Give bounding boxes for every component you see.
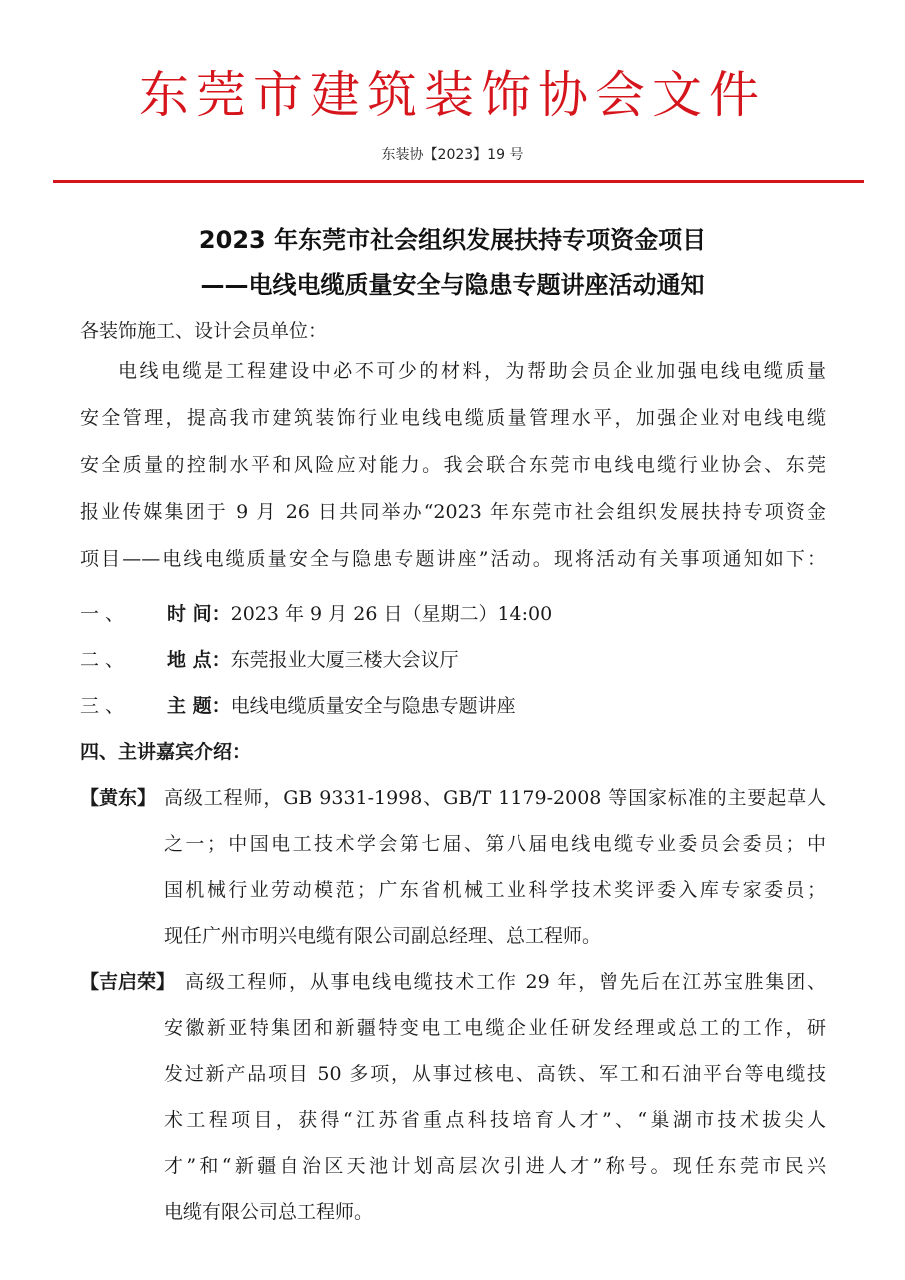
speakers-heading: 四、主讲嘉宾介绍： bbox=[80, 741, 252, 763]
speaker-bio-line: 国机械行业劳动模范；广东省机械工业科学技术奖评委入库专家委员； bbox=[164, 879, 826, 901]
speaker-bio-line: 才”和“新疆自治区天池计划高层次引进人才”称号。现任东莞市民兴 bbox=[164, 1155, 826, 1177]
speaker-bio-line: 高级工程师，GB 9331-1998、GB/T 1179-2008 等国家标准的主要起草人 bbox=[164, 787, 826, 809]
item-number: 一 、 bbox=[80, 603, 125, 625]
org-header: 东莞市建筑装饰协会文件 bbox=[139, 66, 766, 124]
item-value: 2023 年 9 月 26 日（星期二）14:00 bbox=[230, 603, 553, 625]
item-topic bbox=[80, 693, 516, 719]
red-divider bbox=[53, 180, 864, 183]
item-location bbox=[80, 647, 459, 673]
notice-title-line-2: ——电线电缆质量安全与隐患专题讲座活动通知 bbox=[200, 271, 705, 299]
item-time bbox=[80, 601, 552, 627]
speaker-bio-line: 高级工程师，从事电线电缆技术工作 29 年，曾先后在江苏宝胜集团、 bbox=[185, 971, 826, 993]
intro-line: 安全质量的控制水平和风险应对能力。我会联合东莞市电线电缆行业协会、东莞 bbox=[80, 454, 826, 476]
item-label: 时 间： bbox=[167, 603, 231, 625]
notice-title-line-1: 2023 年东莞市社会组织发展扶持专项资金项目 bbox=[198, 226, 707, 254]
intro-line: 电线电缆是工程建设中必不可少的材料，为帮助会员企业加强电线电缆质量 bbox=[118, 360, 826, 382]
speaker-bio-line: 之一；中国电工技术学会第七届、第八届电线电缆专业委员会委员；中 bbox=[164, 833, 826, 855]
speaker-bio-line: 电缆有限公司总工程师。 bbox=[164, 1201, 374, 1223]
document-number: 东装协【2023】19 号 bbox=[381, 147, 524, 163]
intro-line: 报业传媒集团于 9 月 26 日共同举办“2023 年东莞市社会组织发展扶持专项资金 bbox=[80, 501, 826, 523]
speaker-bio-line: 安徽新亚特集团和新疆特变电工电缆企业任研发经理或总工的工作，研 bbox=[164, 1017, 826, 1039]
item-number: 二 、 bbox=[80, 649, 125, 671]
item-label: 主 题： bbox=[167, 695, 231, 717]
speaker-name: 【黄东】 bbox=[80, 787, 157, 809]
intro-line: 项目——电线电缆质量安全与隐患专题讲座”活动。现将活动有关事项通知如下： bbox=[80, 548, 826, 570]
intro-line: 安全管理，提高我市建筑装饰行业电线电缆质量管理水平，加强企业对电线电缆 bbox=[80, 407, 826, 429]
speaker-bio-line: 现任广州市明兴电缆有限公司副总经理、总工程师。 bbox=[164, 925, 602, 947]
speaker-bio-line: 发过新产品项目 50 多项，从事过核电、高铁、军工和石油平台等电缆技 bbox=[164, 1063, 826, 1085]
item-number: 三 、 bbox=[80, 695, 125, 717]
speaker-bio-line: 术工程项目，获得“江苏省重点科技培育人才”、“巢湖市技术拔尖人 bbox=[164, 1109, 826, 1131]
item-label: 地 点： bbox=[167, 649, 231, 671]
item-value: 东莞报业大厦三楼大会议厅 bbox=[230, 649, 459, 671]
salutation: 各装饰施工、设计会员单位： bbox=[80, 320, 328, 342]
item-value: 电线电缆质量安全与隐患专题讲座 bbox=[230, 695, 516, 717]
speaker-name: 【吉启荣】 bbox=[80, 971, 176, 993]
